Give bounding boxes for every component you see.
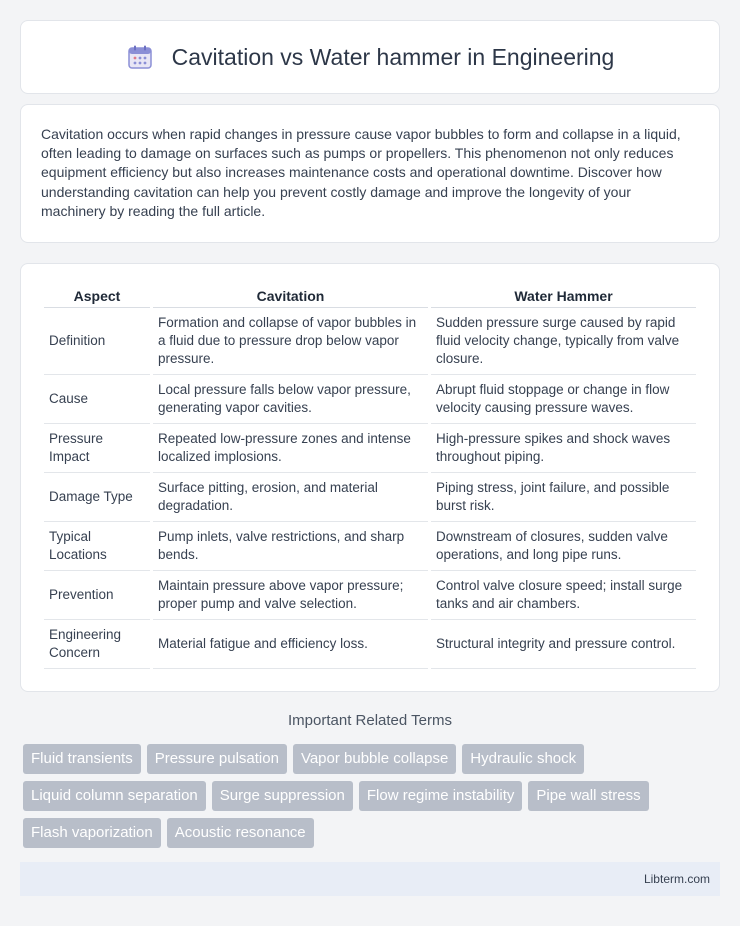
table-row xyxy=(44,473,696,522)
footer-site-link[interactable]: Libterm.com xyxy=(643,872,710,886)
row-aspect: Cause xyxy=(44,375,150,424)
table-header-row xyxy=(44,284,696,308)
row-aspect: Prevention xyxy=(44,571,150,620)
tag-hydraulic-shock[interactable]: Hydraulic shock xyxy=(462,744,584,774)
intro-card xyxy=(20,104,720,243)
row-cavitation: Maintain pressure above vapor pressure; proper pump and valve selection. xyxy=(153,571,428,620)
title-wrap xyxy=(126,43,615,71)
table-row xyxy=(44,620,696,669)
row-water-hammer: Structural integrity and pressure control. xyxy=(431,620,696,669)
tag-pipe-wall-stress[interactable]: Pipe wall stress xyxy=(528,781,648,811)
row-cavitation: Surface pitting, erosion, and material degradation. xyxy=(153,473,428,522)
intro-text: Cavitation occurs when rapid changes in pressure cause vapor bubbles to form and collapse in a liquid, often leading to damage on surfaces such as pumps or propellers. This phenomenon not only reduces equipment efficiency but also increases maintenance costs and operational downtime. Discover how understanding cavitation can help you prevent costly damage and improve the longevity of your machinery by reading the full article. xyxy=(41,126,681,219)
column-header-aspect: Aspect xyxy=(44,284,150,308)
row-cavitation: Material fatigue and efficiency loss. xyxy=(153,620,428,669)
comparison-table-card xyxy=(20,263,720,692)
tag-flow-regime-instability[interactable]: Flow regime instability xyxy=(359,781,523,811)
page-title: Cavitation vs Water hammer in Engineering xyxy=(171,43,615,70)
row-water-hammer: Piping stress, joint failure, and possible burst risk. xyxy=(431,473,696,522)
row-cavitation: Local pressure falls below vapor pressure, generating vapor cavities. xyxy=(153,375,428,424)
row-water-hammer: Abrupt fluid stoppage or change in flow velocity causing pressure waves. xyxy=(431,375,696,424)
row-water-hammer: Control valve closure speed; install surge tanks and air chambers. xyxy=(431,571,696,620)
header-card xyxy=(20,20,720,94)
calendar-icon xyxy=(126,43,154,71)
table-row xyxy=(44,424,696,473)
row-aspect: Definition xyxy=(44,308,150,375)
table-row xyxy=(44,308,696,375)
tag-vapor-bubble-collapse[interactable]: Vapor bubble collapse xyxy=(293,744,456,774)
tag-fluid-transients[interactable]: Fluid transients xyxy=(23,744,141,774)
related-terms-title: Important Related Terms xyxy=(288,712,452,729)
row-aspect: Pressure Impact xyxy=(44,424,150,473)
row-cavitation: Pump inlets, valve restrictions, and sharp bends. xyxy=(153,522,428,571)
column-header-cavitation: Cavitation xyxy=(153,284,428,308)
footer xyxy=(20,862,720,896)
column-header-water-hammer: Water Hammer xyxy=(431,284,696,308)
tag-surge-suppression[interactable]: Surge suppression xyxy=(212,781,353,811)
row-water-hammer: High-pressure spikes and shock waves throughout piping. xyxy=(431,424,696,473)
row-cavitation: Formation and collapse of vapor bubbles in a fluid due to pressure drop below vapor pressure. xyxy=(153,308,428,375)
tag-acoustic-resonance[interactable]: Acoustic resonance xyxy=(167,818,314,848)
table-row xyxy=(44,375,696,424)
tag-flash-vaporization[interactable]: Flash vaporization xyxy=(23,818,161,848)
comparison-table xyxy=(41,284,699,669)
tag-liquid-column-separation[interactable]: Liquid column separation xyxy=(23,781,206,811)
related-terms-list xyxy=(20,744,720,848)
tag-pressure-pulsation[interactable]: Pressure pulsation xyxy=(147,744,287,774)
table-row xyxy=(44,571,696,620)
row-cavitation: Repeated low-pressure zones and intense localized implosions. xyxy=(153,424,428,473)
table-row xyxy=(44,522,696,571)
row-aspect: Engineering Concern xyxy=(44,620,150,669)
row-water-hammer: Sudden pressure surge caused by rapid fluid velocity change, typically from valve closure. xyxy=(431,308,696,375)
row-water-hammer: Downstream of closures, sudden valve operations, and long pipe runs. xyxy=(431,522,696,571)
row-aspect: Typical Locations xyxy=(44,522,150,571)
row-aspect: Damage Type xyxy=(44,473,150,522)
